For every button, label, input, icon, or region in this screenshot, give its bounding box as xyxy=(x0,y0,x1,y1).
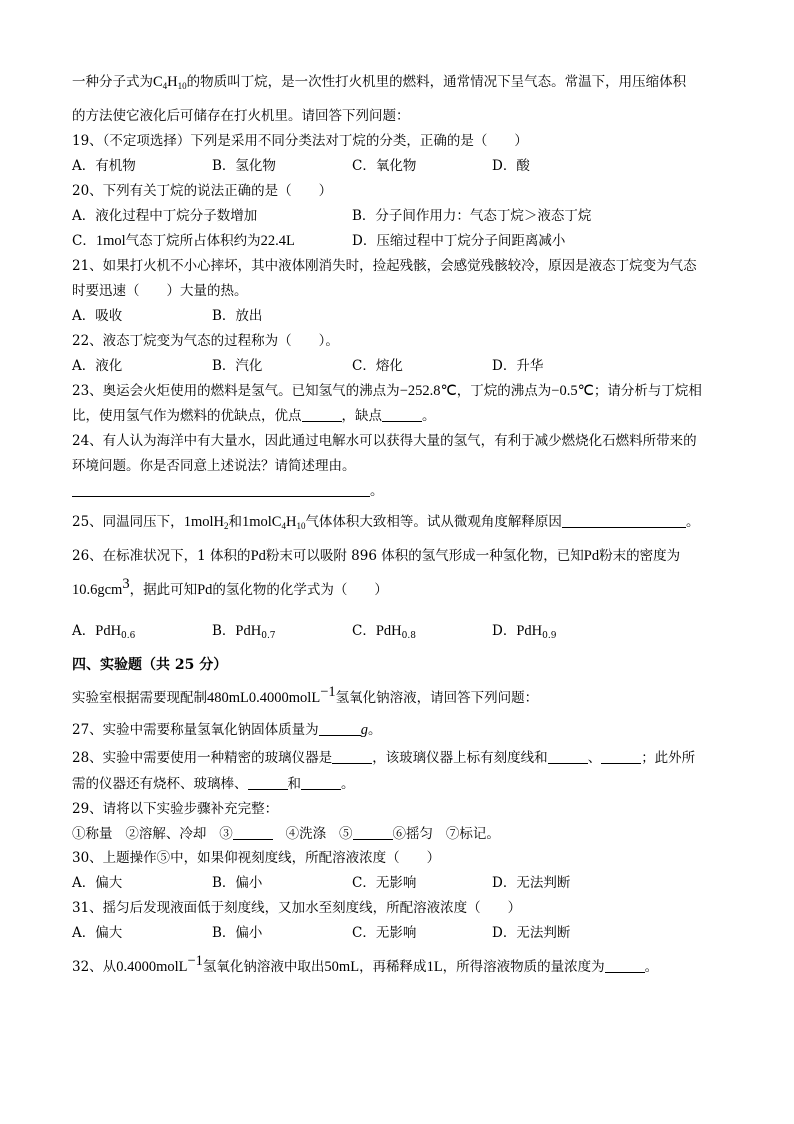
q21-option-a: A．吸收 xyxy=(72,308,123,324)
q25-line xyxy=(72,513,699,531)
formula-c-sub: 4 xyxy=(162,81,168,91)
q26-text-b: 粉末可以吸附 896 体积的氢气形成一种氢化物，已知 xyxy=(265,548,584,564)
q28-comma: 、 xyxy=(587,750,602,766)
q27-mass-blank xyxy=(319,721,361,736)
q23-disadvantage-blank xyxy=(382,407,422,422)
q26-pd-1: Pd xyxy=(250,548,266,564)
q25-h2-main: 1molH xyxy=(183,514,224,530)
q26-option-d xyxy=(492,622,556,640)
q25-butane-c: 1molC xyxy=(241,514,282,530)
q30-option-c: C．无影响 xyxy=(352,875,417,891)
q23-line-2 xyxy=(72,407,436,425)
q30-stem: 30、上题操作⑤中，如果仰视刻度线，所配溶液浓度（ ） xyxy=(72,850,441,866)
q19-option-a: A．有机物 xyxy=(72,158,136,174)
q25-text-a: 25、同温同压下， xyxy=(72,514,184,530)
q25-text-b: 和 xyxy=(228,514,242,530)
intro-text-a: 一种分子式为 xyxy=(72,74,153,90)
q20-c-prefix: C． xyxy=(72,233,96,249)
q26-d-sub: 0.9 xyxy=(542,631,557,641)
q24-line-2: 环境问题。你是否同意上述说法？请简述理由。 xyxy=(72,458,356,474)
q28-line-2 xyxy=(72,775,355,793)
q23-text-e: ，缺点 xyxy=(341,408,382,424)
exp-intro-concentration: 480mL0.4000molL xyxy=(207,690,321,706)
q32-period: 。 xyxy=(644,959,659,975)
q30-option-b: B．偏小 xyxy=(212,875,263,891)
q30-option-a: A．偏大 xyxy=(72,875,123,891)
q28-text-d: 需的仪器还有烧杯、玻璃棒、 xyxy=(72,776,248,792)
q31-stem: 31、摇匀后发现液面低于刻度线，又加水至刻度线，所配溶液浓度（ ） xyxy=(72,900,522,916)
exp-intro-text-b: 氢氧化钠溶液，请回答下列问题： xyxy=(335,690,539,706)
q26-c-sub: 0.8 xyxy=(401,631,416,641)
q29-step-3-blank xyxy=(233,825,273,840)
q25-period: 。 xyxy=(685,514,700,530)
q20-option-c xyxy=(72,232,295,250)
q19-option-d: D．酸 xyxy=(492,158,530,174)
q29-step-2: ②溶解、冷却 xyxy=(125,826,207,842)
q28-text-c: ；此外所 xyxy=(641,750,696,766)
q26-line-1 xyxy=(72,547,680,565)
q28-tool-blank-1 xyxy=(248,775,288,790)
q25-answer-blank xyxy=(562,513,686,528)
q26-a-label: A． xyxy=(72,623,96,639)
q28-instrument-blank xyxy=(332,749,372,764)
q28-mark-blank-2 xyxy=(601,749,641,764)
q28-text-a: 28、实验中需要使用一种精密的玻璃仪器是 xyxy=(72,750,333,766)
q20-option-d: D．压缩过程中丁烷分子间距离减小 xyxy=(352,233,566,249)
butane-formula xyxy=(153,74,187,90)
q32-text-a: 32、从 xyxy=(72,959,117,975)
q28-tool-blank-2 xyxy=(301,775,341,790)
q25-butane-h: H xyxy=(285,514,297,530)
formula-c: C xyxy=(153,74,163,90)
q27-period: 。 xyxy=(367,722,382,738)
q23-text-f: 。 xyxy=(422,408,436,424)
q32-line xyxy=(72,953,659,976)
q24-answer-blank xyxy=(72,482,370,497)
q20-c-volume: 22.4L xyxy=(260,233,295,249)
q28-text-e: 和 xyxy=(287,776,301,792)
q25-butane-h-sub: 10 xyxy=(296,521,306,531)
q31-option-c: C．无影响 xyxy=(352,925,417,941)
q32-text-c: ，再稀释成 xyxy=(359,959,427,975)
section-4-title: 四、实验题（共 25 分） xyxy=(72,657,228,673)
q22-option-a: A．液化 xyxy=(72,358,123,374)
q26-c-formula: PdH xyxy=(375,623,402,639)
q25-text-c: 气体体积大致相等。试从微观角度解释原因 xyxy=(305,514,562,530)
q29-stem: 29、请将以下实验步骤补充完整： xyxy=(72,801,279,817)
q27-line xyxy=(72,721,381,739)
q24-line-1: 24、有人认为海洋中有大量水，因此通过电解水可以获得大量的氢气，有利于减少燃烧化石燃料所带来的 xyxy=(72,433,697,449)
q19-stem: 19、（不定项选择）下列是采用不同分类法对丁烷的分类，正确的是（ ） xyxy=(72,133,528,149)
q26-option-c xyxy=(352,622,416,640)
q21-line-1: 21、如果打火机不小心摔坏，其中液体刚消失时，捡起残骸，会感觉残骸较冷，原因是液态丁烷变为气态 xyxy=(72,258,697,274)
q31-option-b: B．偏小 xyxy=(212,925,263,941)
q20-c-mol: 1mol xyxy=(95,233,126,249)
q26-b-sub: 0.7 xyxy=(261,631,276,641)
q21-option-b: B．放出 xyxy=(212,308,263,324)
q22-stem: 22、液态丁烷变为气态的过程称为（ ）。 xyxy=(72,333,339,349)
q22-option-b: B．汽化 xyxy=(212,358,263,374)
q32-text-d: ，所得溶液物质的量浓度为 xyxy=(442,959,605,975)
q32-final-volume: 1L xyxy=(426,959,443,975)
intro-line-2: 的方法使它液化后可储存在打火机里。请回答下列问题： xyxy=(72,108,410,124)
q25-h2-sub: 2 xyxy=(223,521,229,531)
q22-option-c: C．熔化 xyxy=(352,358,403,374)
q32-answer-blank xyxy=(605,958,645,973)
q29-step-1: ①称量 xyxy=(72,826,113,842)
q20-option-b: B．分子间作用力：气态丁烷＞液态丁烷 xyxy=(352,208,592,224)
q27-unit: g xyxy=(360,722,368,738)
q24-period: 。 xyxy=(370,483,384,499)
q26-option-b xyxy=(212,622,276,640)
pd-density: 10.6gcm xyxy=(72,582,123,598)
q26-b-label: B． xyxy=(212,623,236,639)
q32-concentration: 0.4000molL xyxy=(116,959,188,975)
formula-h: H xyxy=(167,74,178,90)
q31-option-a: A．偏大 xyxy=(72,925,123,941)
q25-butane-c-sub: 4 xyxy=(281,521,286,531)
q32-sup: −1 xyxy=(187,953,203,969)
exp-intro-text-a: 实验室根据需要现配制 xyxy=(72,690,207,706)
q25-butane xyxy=(242,514,305,530)
q28-period: 。 xyxy=(341,776,355,792)
q19-option-c: C．氧化物 xyxy=(352,158,417,174)
q28-line-1 xyxy=(72,749,695,767)
q26-text-d: ，据此可知 xyxy=(129,582,198,598)
q26-text-e: 的氢化物的化学式为（ ） xyxy=(212,582,388,598)
q20-c-text: 气态丁烷所占体积约为 xyxy=(125,233,261,249)
q26-text-c: 粉末的密度为 xyxy=(599,548,681,564)
q26-option-a xyxy=(72,622,135,640)
q26-b-formula: PdH xyxy=(235,623,262,639)
q29-steps xyxy=(72,825,500,843)
q30-option-d: D．无法判断 xyxy=(492,875,571,891)
exp-intro-sup: −1 xyxy=(320,684,336,700)
pd-density-sup: 3 xyxy=(122,576,130,592)
q26-a-sub: 0.6 xyxy=(121,631,136,641)
q26-pd-3: Pd xyxy=(197,582,213,598)
q29-step-5-blank xyxy=(353,825,393,840)
q23-text-c: ；请分析与丁烷相 xyxy=(593,383,702,399)
intro-text-b: 的物质叫丁烷，是一次性打火机里的燃料，通常情况下呈气态。常温下，用压缩体积 xyxy=(186,74,687,90)
h2-boiling-point: −252.8℃ xyxy=(399,383,457,399)
q26-text-a: 26、在标准状况下，1 体积的 xyxy=(72,548,251,564)
q23-advantage-blank xyxy=(302,407,342,422)
q23-text-d: 比，使用氢气作为燃料的优缺点，优点 xyxy=(72,408,302,424)
q32-text-b: 氢氧化钠溶液中取出 xyxy=(202,959,325,975)
q29-step-7: ⑦标记。 xyxy=(445,826,500,842)
q25-h2 xyxy=(184,514,229,530)
q31-option-d: D．无法判断 xyxy=(492,925,571,941)
q29-step-3: ③ xyxy=(219,826,233,842)
q26-line-2 xyxy=(72,576,388,599)
q26-a-formula: PdH xyxy=(95,623,122,639)
q23-text-a: 23、奥运会火炬使用的燃料是氢气。已知氢气的沸点为 xyxy=(72,383,400,399)
q29-step-6: ⑥摇匀 xyxy=(392,826,433,842)
q22-option-d: D．升华 xyxy=(492,358,544,374)
q19-option-b: B．氢化物 xyxy=(212,158,276,174)
q23-text-b: ，丁烷的沸点为 xyxy=(456,383,552,399)
intro-line-1 xyxy=(72,73,686,91)
q28-mark-blank-1 xyxy=(548,749,588,764)
q29-step-4: ④洗涤 xyxy=(285,826,327,842)
q23-line-1 xyxy=(72,382,702,400)
experiment-intro xyxy=(72,684,539,707)
butane-boiling-point: −0.5℃ xyxy=(551,383,594,399)
q32-volume-taken: 50mL xyxy=(324,959,360,975)
q20-option-a: A．液化过程中丁烷分子数增加 xyxy=(72,208,258,224)
q26-d-formula: PdH xyxy=(516,623,543,639)
formula-h-sub: 10 xyxy=(177,81,187,91)
q27-text: 27、实验中需要称量氢氧化钠固体质量为 xyxy=(72,722,319,738)
q26-d-label: D． xyxy=(492,623,517,639)
q26-c-label: C． xyxy=(352,623,376,639)
q20-stem: 20、下列有关丁烷的说法正确的是（ ） xyxy=(72,183,333,199)
q28-text-b: ，该玻璃仪器上标有刻度线和 xyxy=(372,750,548,766)
q29-step-5: ⑤ xyxy=(339,826,353,842)
q26-pd-2: Pd xyxy=(583,548,600,564)
q21-line-2: 时要迅速（ ）大量的热。 xyxy=(72,283,248,299)
q24-line-3 xyxy=(72,482,384,500)
